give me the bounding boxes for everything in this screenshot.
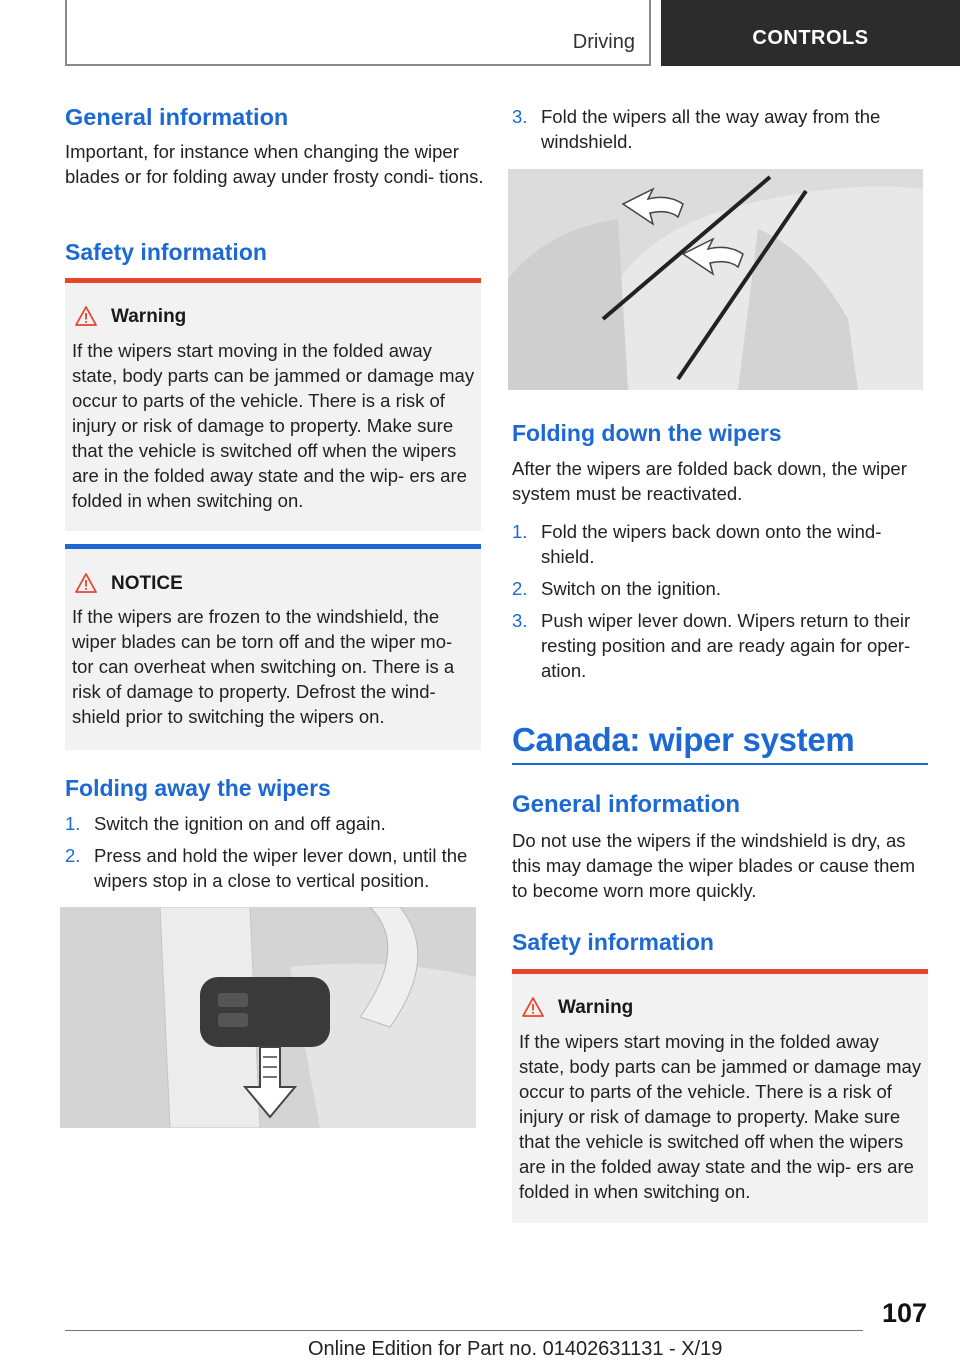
folded-wipers-illustration — [508, 169, 923, 390]
warning-bar — [65, 278, 481, 283]
list-item — [512, 576, 928, 601]
notice-bar — [65, 544, 481, 549]
warning-text: If the wipers start moving in the folded away state, body parts can be jammed or damage may occur to parts of the vehicle. There is a risk of injury or risk of damage to property. Make sure that the vehicle is switched off when the wipers are in the folded away state and the wip‐ ers are folded in when switching on. — [72, 340, 475, 511]
list-text: Fold the wipers back down onto the wind‐ shield. — [541, 521, 882, 567]
list-item — [512, 608, 928, 683]
right-general-heading: General information — [512, 791, 741, 818]
footer-rule — [65, 1330, 863, 1331]
list-text: Fold the wipers all the way away from the windshield. — [541, 106, 881, 152]
folding-away-heading: Folding away the wipers — [65, 775, 331, 801]
list-number: 1. — [65, 813, 81, 834]
warning-bar — [512, 969, 928, 974]
header-section-label: Driving — [572, 31, 635, 53]
folded-wipers-drawing — [508, 169, 923, 390]
list-number: 3. — [512, 610, 528, 631]
wiper-lever-drawing — [60, 907, 476, 1128]
left-safety-heading: Safety information — [65, 239, 267, 265]
heading-rule — [512, 763, 928, 765]
warning-triangle-icon — [75, 573, 97, 593]
left-general-heading: General information — [65, 104, 289, 130]
list-item — [512, 104, 928, 154]
header-rule-bottom — [65, 64, 651, 66]
warning-text: If the wipers start moving in the folded away state, body parts can be jammed or damage may occur to parts of the vehicle. There is a risk of injury or risk of damage to property. Make sure that the vehicle is switched off when the wipers are in the folded away state and the wip‐ ers are folded in when switching on. — [519, 1031, 922, 1202]
folding-down-heading: Folding down the wipers — [512, 420, 782, 446]
warning-title: Warning — [111, 306, 187, 327]
list-text: Press and hold the wiper lever down, until the wipers stop in a close to vertical position. — [94, 845, 468, 891]
left-general-text: Important, for instance when changing the wiper blades or for folding away under frosty condi‐ tions. — [65, 141, 484, 187]
list-number: 3. — [512, 106, 528, 127]
list-item — [65, 811, 485, 836]
notice-text: If the wipers are frozen to the windshield, the wiper blades can be torn off and the wiper mo‐ tor can overheat when switching on. There is a risk of damage to property. Defrost the wind‐ shield prior to switching the wipers on. — [72, 606, 455, 727]
footer-edition-text: Online Edition for Part no. 01402631131 - X/19 — [308, 1338, 723, 1360]
folding-down-text: After the wipers are folded back down, the wiper system must be reactivated. — [512, 458, 907, 504]
list-number: 2. — [65, 845, 81, 866]
list-number: 1. — [512, 521, 528, 542]
list-item — [512, 519, 928, 569]
canada-heading: Canada: wiper system — [512, 721, 855, 758]
warning-triangle-icon — [75, 306, 97, 326]
list-text: Switch the ignition on and off again. — [94, 813, 386, 834]
list-item — [65, 843, 485, 893]
wiper-lever-illustration — [60, 907, 476, 1128]
header-rule-left — [65, 0, 67, 66]
list-number: 2. — [512, 578, 528, 599]
header-rule-divider — [649, 0, 651, 66]
header-tab-controls: CONTROLS — [661, 0, 960, 66]
left-warning-box — [65, 278, 481, 531]
notice-title: NOTICE — [111, 573, 183, 594]
warning-triangle-icon — [522, 997, 544, 1017]
right-warning-box — [512, 969, 928, 1223]
list-text: Switch on the ignition. — [541, 578, 721, 599]
warning-title: Warning — [558, 997, 634, 1018]
list-text: Push wiper lever down. Wipers return to their resting position and are ready again for oper‐ ation. — [541, 610, 911, 681]
left-notice-box — [65, 544, 481, 750]
right-safety-heading: Safety information — [512, 929, 714, 955]
page-number: 107 — [881, 1298, 927, 1328]
right-general-text: Do not use the wipers if the windshield is dry, as this may damage the wiper blades or cause them to become worn more quickly. — [512, 830, 916, 901]
